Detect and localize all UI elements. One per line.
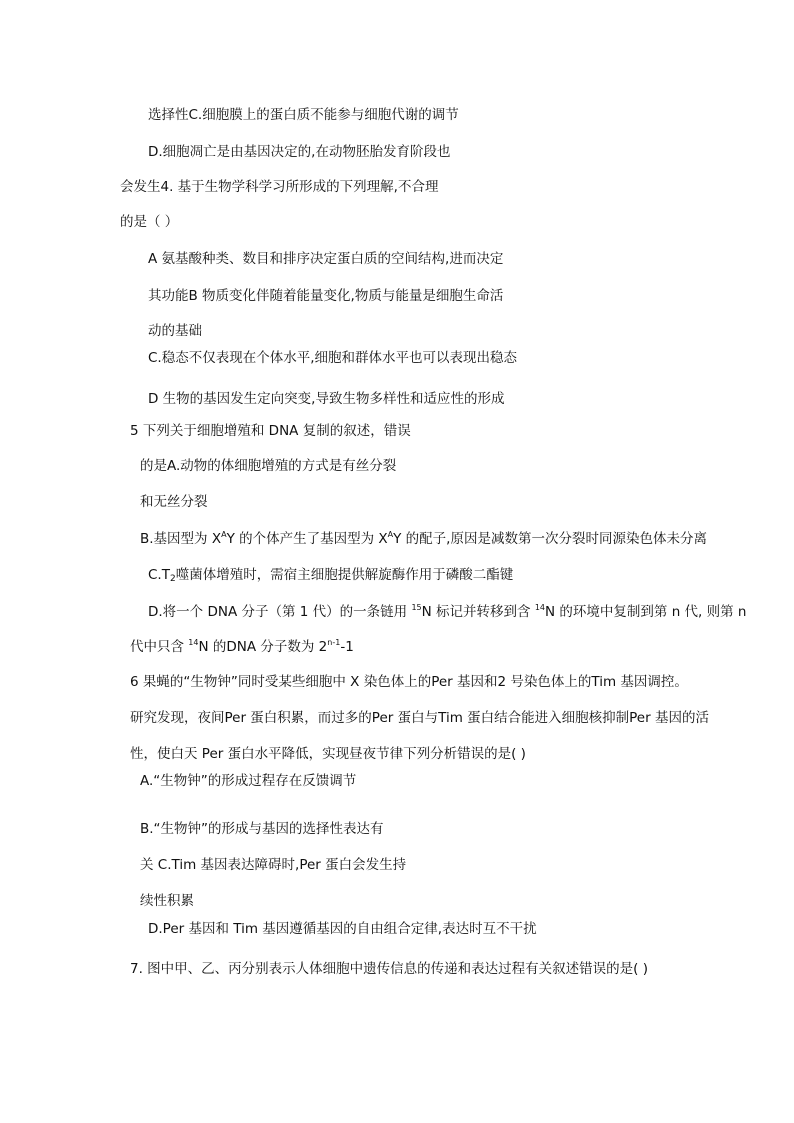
line-q5-option-c: $C.T_2$噬菌体增殖时，需宿主细胞提供解旋酶作用于磷酸二酯键 <box>148 567 514 584</box>
line-q6-option-a: A.“生物钟”的形成过程存在反馈调节 <box>140 773 357 789</box>
line-q5-option-a-end: 和无丝分裂 <box>140 494 208 510</box>
line-q4-option-a: A 氨基酸种类、数目和排序决定蛋白质的空间结构,进而决定 <box>148 251 504 267</box>
line-q6-option-d: D.Per 基因和 Tim 基因遵循基因的自由组合定律,表达时互不干扰 <box>148 921 537 937</box>
line-question-4: 会发生4. 基于生物学科学习所形成的下列理解,不合理 <box>120 179 439 195</box>
line-option-d: D.细胞凋亡是由基因决定的,在动物胚胎发育阶段也 <box>148 144 451 160</box>
line-q4-option-b: 其功能B 物质变化伴随着能量变化,物质与能量是细胞生命活 <box>148 288 504 304</box>
line-q5-option-a: 的是A.动物的体细胞增殖的方式是有丝分裂 <box>140 458 397 474</box>
line-question-5: 5 下列关于细胞增殖和 DNA 复制的叙述，错误 <box>130 423 411 439</box>
line-q5-option-b: B.基因型为 $X^AY$ 的个体产生了基因型为 $X^AY$ 的配子,原因是减数第一次分裂时同源染色体未分离 <box>140 530 707 547</box>
line-q4-option-d: D 生物的基因发生定向突变,导致生物多样性和适应性的形成 <box>148 391 505 407</box>
line-q6-option-c-end: 续性积累 <box>140 893 194 909</box>
line-q5-option-d-end: 代中只含 $^{14}$N 的DNA 分子数为 2$^{n-1}$-1 <box>130 638 354 655</box>
line-question-4-end: 的是（ ） <box>120 214 179 230</box>
line-q4-option-c: C.稳态不仅表现在个体水平,细胞和群体水平也可以表现出稳态 <box>148 350 518 366</box>
line-q6-option-b: B.“生物钟”的形成与基因的选择性表达有 <box>140 821 384 837</box>
line-question-7: 7. 图中甲、乙、丙分别表示人体细胞中遗传信息的传递和表达过程有关叙述错误的是( ) <box>130 961 648 977</box>
line-q4-option-b-end: 动的基础 <box>148 323 202 339</box>
line-option-b-c: 选择性C.细胞膜上的蛋白质不能参与细胞代谢的调节 <box>148 107 459 123</box>
line-q5-option-d: D.将一个 DNA 分子（第 1 代）的一条链用 $^{15}$N 标记并转移到含 $^{14}$N 的环境中复制到第 n 代, 则第 n <box>148 603 747 620</box>
line-question-6-end: 性，使白天 Per 蛋白水平降低，实现昼夜节律下列分析错误的是( ) <box>130 746 526 762</box>
line-question-6-cont: 研究发现，夜间Per 蛋白积累，而过多的Per 蛋白与Tim 蛋白结合能进入细胞核抑制Per 基因的活 <box>130 710 709 726</box>
line-question-6: 6 果蝇的“生物钟”同时受某些细胞中 X 染色体上的Per 基因和2 号染色体上的Tim 基因调控。 <box>130 674 688 690</box>
line-q6-option-c: 关 C.Tim 基因表达障碍时,Per 蛋白会发生持 <box>140 857 407 873</box>
